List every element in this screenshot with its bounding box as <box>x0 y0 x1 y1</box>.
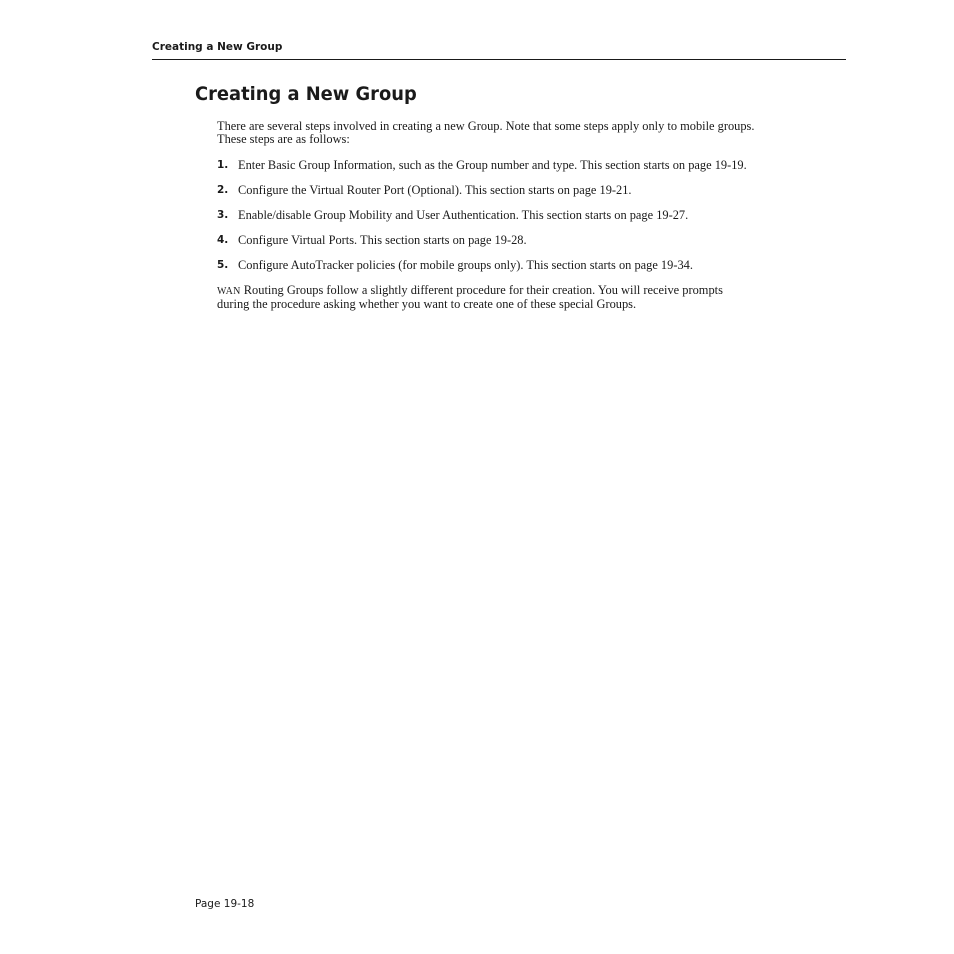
header-rule <box>152 59 846 60</box>
step-text: Enable/disable Group Mobility and User Authentication. This section starts on page 19-27. <box>238 208 689 222</box>
step-number: 5. <box>217 259 229 271</box>
page-number: Page 19-18 <box>195 898 255 910</box>
closing-text: Routing Groups follow a slightly different procedure for their creation. You will receive prompts during the procedure asking whether you want to create one of these special Groups. <box>217 283 723 311</box>
section-title: Creating a New Group <box>195 83 417 105</box>
closing-paragraph <box>217 284 757 311</box>
list-item <box>217 184 757 197</box>
steps-list <box>217 159 757 272</box>
section-body <box>217 120 757 311</box>
wan-acronym: WAN <box>217 286 241 297</box>
running-header: Creating a New Group <box>152 41 283 53</box>
list-item <box>217 159 757 172</box>
step-text: Configure AutoTracker policies (for mobile groups only). This section starts on page 19-34. <box>238 258 693 272</box>
step-text: Configure Virtual Ports. This section starts on page 19-28. <box>238 233 527 247</box>
step-number: 1. <box>217 159 229 171</box>
step-number: 2. <box>217 184 229 196</box>
list-item <box>217 259 757 272</box>
intro-paragraph: There are several steps involved in creating a new Group. Note that some steps apply only to mobile groups. These steps are as follows: <box>217 119 755 146</box>
step-text: Enter Basic Group Information, such as the Group number and type. This section starts on page 19-19. <box>238 158 747 172</box>
step-text: Configure the Virtual Router Port (Optional). This section starts on page 19-21. <box>238 183 632 197</box>
list-item <box>217 234 757 247</box>
step-number: 4. <box>217 234 229 246</box>
step-number: 3. <box>217 209 229 221</box>
list-item <box>217 209 757 222</box>
